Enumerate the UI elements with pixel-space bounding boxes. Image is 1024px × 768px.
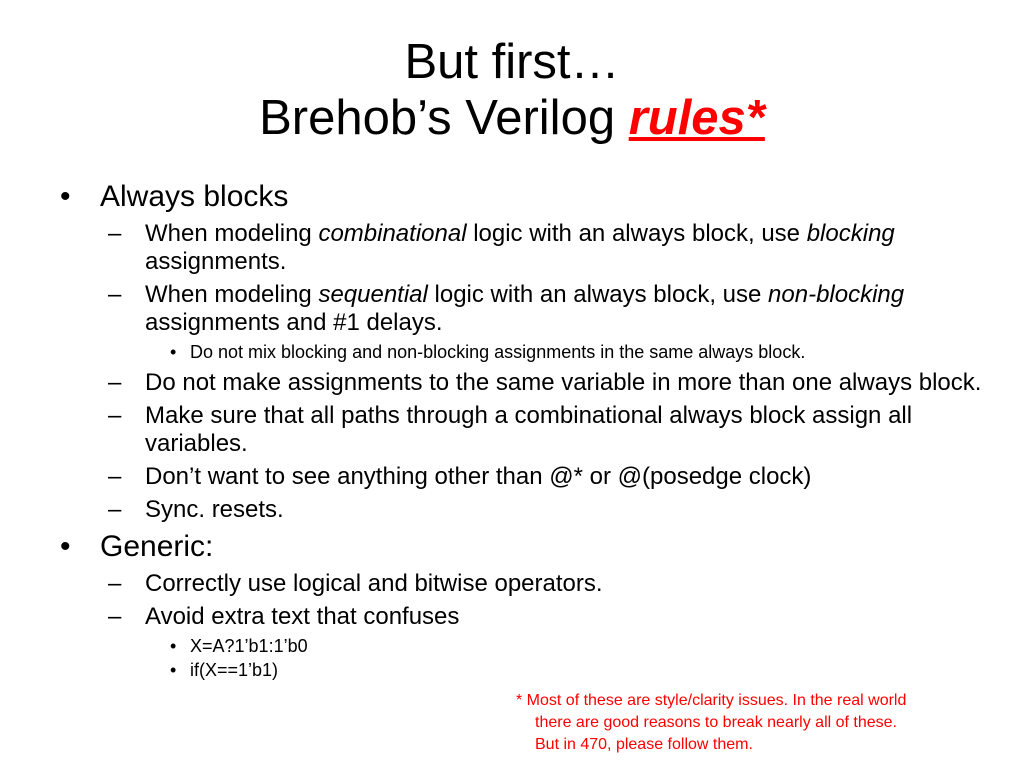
sub-bullet-text: When modeling xyxy=(145,281,319,308)
dash-marker: – xyxy=(108,281,122,308)
bullet-text: Generic: xyxy=(100,530,214,563)
sub-sub-bullet-code-example xyxy=(145,659,988,681)
bullet-always-blocks xyxy=(58,180,988,524)
dash-marker: – xyxy=(108,603,122,630)
bullet-marker: • xyxy=(170,342,177,362)
sub-bullet-extra-text xyxy=(100,603,988,681)
title-line-1: But first… xyxy=(404,35,620,89)
emphasis-combinational: combinational xyxy=(318,220,467,247)
sub-bullet-operators xyxy=(100,570,988,598)
emphasis-blocking: blocking xyxy=(806,220,895,247)
footnote-line-3: But in 470, please follow them. xyxy=(535,736,753,753)
bullet-list xyxy=(58,180,988,681)
sub-bullet-text: assignments. xyxy=(145,248,287,275)
bullet-generic xyxy=(58,530,988,681)
dash-marker: – xyxy=(108,496,122,523)
emphasis-sequential: sequential xyxy=(318,281,428,308)
dash-marker: – xyxy=(108,402,122,429)
sub-bullet-text: When modeling xyxy=(145,220,319,247)
sub-bullet-text: logic with an always block, use xyxy=(427,281,769,308)
sub-bullet-list xyxy=(100,220,988,524)
sub-bullet-text: logic with an always block, use xyxy=(466,220,807,247)
sub-sub-bullet-code-example xyxy=(145,635,988,657)
slide-title xyxy=(0,34,1024,146)
title-emphasis-rules: rules* xyxy=(628,91,765,145)
dash-marker: – xyxy=(108,220,122,247)
sub-bullet-all-paths xyxy=(100,402,988,458)
sub-bullet-sequential xyxy=(100,281,988,363)
code-example-text: if(X==1’b1) xyxy=(190,660,279,680)
sub-bullet-text: Make sure that all paths through a combinational always block assign all variables. xyxy=(145,402,913,457)
bullet-text: Always blocks xyxy=(100,180,289,213)
sub-sub-bullet-list xyxy=(145,635,988,681)
title-line-2-prefix: Brehob’s Verilog xyxy=(259,91,629,145)
footnote xyxy=(516,690,1016,756)
sub-bullet-same-variable xyxy=(100,369,988,397)
sub-bullet-text: assignments and #1 delays. xyxy=(145,309,443,336)
sub-bullet-text: Sync. resets. xyxy=(145,496,284,523)
title-line-2 xyxy=(0,90,1024,146)
sub-bullet-list xyxy=(100,570,988,681)
sub-sub-bullet-no-mix xyxy=(145,341,988,363)
dash-marker: – xyxy=(108,369,122,396)
sub-bullet-text: Do not make assignments to the same variable in more than one always block. xyxy=(145,369,982,396)
footnote-line-1: * Most of these are style/clarity issues. In the real world xyxy=(516,692,907,709)
bullet-marker: • xyxy=(170,636,177,656)
bullet-marker: • xyxy=(60,530,71,563)
sub-bullet-text: Don’t want to see anything other than @* or @(posedge clock) xyxy=(145,463,812,490)
dash-marker: – xyxy=(108,463,122,490)
bullet-marker: • xyxy=(60,180,71,213)
sub-bullet-sensitivity xyxy=(100,463,988,491)
sub-bullet-text: Correctly use logical and bitwise operators. xyxy=(145,570,603,597)
slide-body xyxy=(58,180,988,687)
sub-bullet-combinational xyxy=(100,220,988,276)
dash-marker: – xyxy=(108,570,122,597)
code-example-text: X=A?1’b1:1’b0 xyxy=(190,636,308,656)
footnote-line-2: there are good reasons to break nearly all of these. xyxy=(535,714,897,731)
sub-sub-bullet-text: Do not mix blocking and non-blocking assignments in the same always block. xyxy=(190,342,806,362)
bullet-marker: • xyxy=(170,660,177,680)
emphasis-non-blocking: non-blocking xyxy=(768,281,905,308)
sub-bullet-text: Avoid extra text that confuses xyxy=(145,603,460,630)
sub-bullet-sync-resets xyxy=(100,496,988,524)
sub-sub-bullet-list xyxy=(145,341,988,363)
